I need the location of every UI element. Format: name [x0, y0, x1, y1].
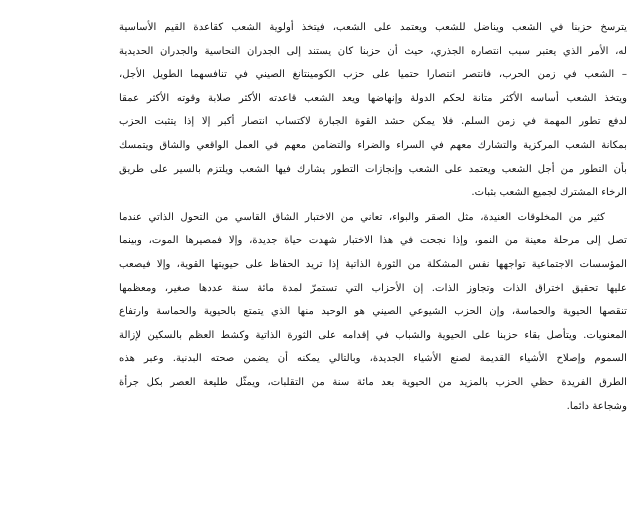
text-line: السموم وإصلاح الأشياء القديمة لصنع الأشياء الجديدة، وبالتالي يمكنه أن يضمن صحته البدنية. وعبر هذه — [119, 353, 627, 365]
text-line: بأن التطور من أجل الشعب ويعتمد على الشعب وإنجازات التطور يشارك فيها الشعب ويلتزم بالسير على طريق — [119, 163, 627, 175]
text-line: كثير من المخلوقات العنيدة، مثل الصقر والبواء، تعاني من الاختبار الشاق القاسي من التحول الذاتي عندما — [119, 211, 605, 223]
text-line: الرخاء المشترك لجميع الشعب بثبات. — [471, 187, 627, 199]
text-line: ويتخذ الشعب أساسه الأكثر متانة لحكم الدولة وإنهاضها ويعد الشعب قاعدته الأكثر صلابة وقوته الأكثر عمقا — [119, 92, 627, 104]
text-line: عليها تحقيق اختراق الذات وتجاوز الذات. إن الأحزاب التي تستمرّ لمدة مائة سنة عددها صغير، ومعظمها — [119, 282, 627, 294]
body-text — [119, 16, 627, 418]
text-line: يترسخ حزبنا في الشعب ويناضل للشعب ويعتمد على الشعب، فيتخذ أولوية الشعب كقاعدة القيم الأساسية — [119, 22, 627, 33]
paragraph-2 — [119, 206, 627, 418]
text-line: تصل إلى مرحلة معينة من النمو، وإذا نجحت في هذا الاختبار شهدت حياة جديدة، وإلا فمصيرها الموت، وبينما — [119, 235, 627, 247]
text-line: له، الأمر الذي يعتبر سبب انتصاره الجذري، حيث أن حزبنا كان يستند إلى الجدران النحاسية والجدران الحديدية — [119, 45, 627, 57]
document-page — [20, 0, 627, 505]
text-line: المعنويات. ويتأصل بقاء حزبنا على الحيوية والشباب في إقدامه على الثورة الذاتية وكشط العظم بالسكين لإزالة — [119, 329, 627, 341]
text-line: الطرق الفريدة حظي الحزب بالمزيد من الحيوية بعد مائة سنة من التقلبات، ويمثّل طليعة العصر بكل جرأة — [119, 376, 627, 388]
text-line: تنقصها الحيوية والحماسة، وإن الحزب الشيوعي الصيني هو الوحيد منها الذي يتمتع بالحيوية والحماسة وارتفاع — [119, 306, 627, 318]
text-line: المؤسسات الاجتماعية تواجهها نفس المشكلة من الثورة الذاتية إذا تريد الحفاظ على حيويتها القوية، وإلا فيصعب — [119, 258, 627, 270]
text-line: وشجاعة دائما. — [566, 400, 627, 412]
paragraph-1 — [119, 16, 627, 205]
text-line: – الشعب في زمن الحرب، فانتصر انتصارا حتميا على حزب الكومينتانغ الصيني في تنافسهما الطويل الأجل، — [119, 69, 627, 81]
text-line: بمكانة الشعب المركزية والتشارك معهم في السراء والضراء والتضامن معهم في العمل الواقعي والشاق ويتمسك — [119, 139, 627, 151]
text-line: لدفع تطور المهمة في زمن السلم. فلا يمكن حشد القوة الجبارة لاكتساب انتصار أكبر إلا إذا يتثبت الحزب — [119, 116, 627, 128]
